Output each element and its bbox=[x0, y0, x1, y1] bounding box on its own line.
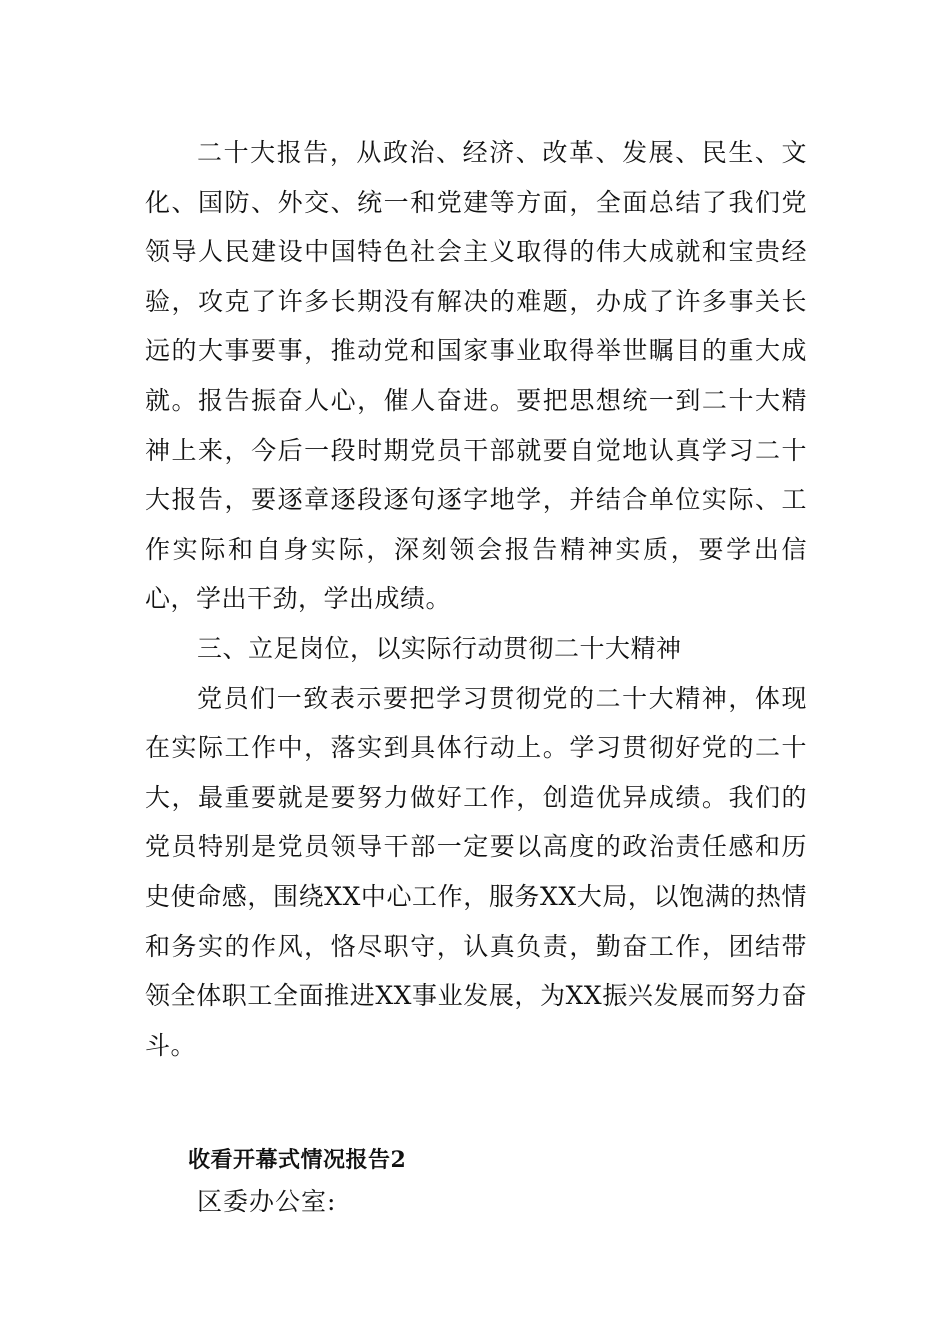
paragraph-party-members: 党员们一致表示要把学习贯彻党的二十大精神，体现在实际工作中，落实到具体行动上。学习贯彻好党的二十大，最重要就是要努力做好工作，创造优异成绩。我们的党员特别是党员领导干部一定要以高度的政治责任感和历史使命感，围绕XX中心工作，服务XX大局，以饱满的热情和务实的作风，恪尽职守，认真负责，勤奋工作，团结带领全体职工全面推进XX事业发展，为XX振兴发展而努力奋斗。 bbox=[145, 683, 807, 1060]
recipient-line: 区委办公室: bbox=[197, 1187, 337, 1216]
paragraph-report-summary: 二十大报告，从政治、经济、改革、发展、民生、文化、国防、外交、统一和党建等方面，全面总结了我们党领导人民建设中国特色社会主义取得的伟大成就和宝贵经验，攻克了许多长期没有解决的难题，办成了许多事关长远的大事要事，推动党和国家事业取得举世瞩目的重大成就。报告振奋人心，催人奋进。要把思想统一到二十大精神上来，今后一段时期党员干部就要自觉地认真学习二十大报告，要逐章逐段逐句逐字地学，并结合单位实际、工作实际和自身实际，深刻领会报告精神实质，要学出信心，学出干劲，学出成绩。 bbox=[145, 138, 807, 614]
report-title: 收看开幕式情况报告2 bbox=[188, 1147, 407, 1173]
document-body bbox=[145, 128, 807, 1070]
section-heading-three: 三、立足岗位，以实际行动贯彻二十大精神 bbox=[197, 633, 682, 663]
